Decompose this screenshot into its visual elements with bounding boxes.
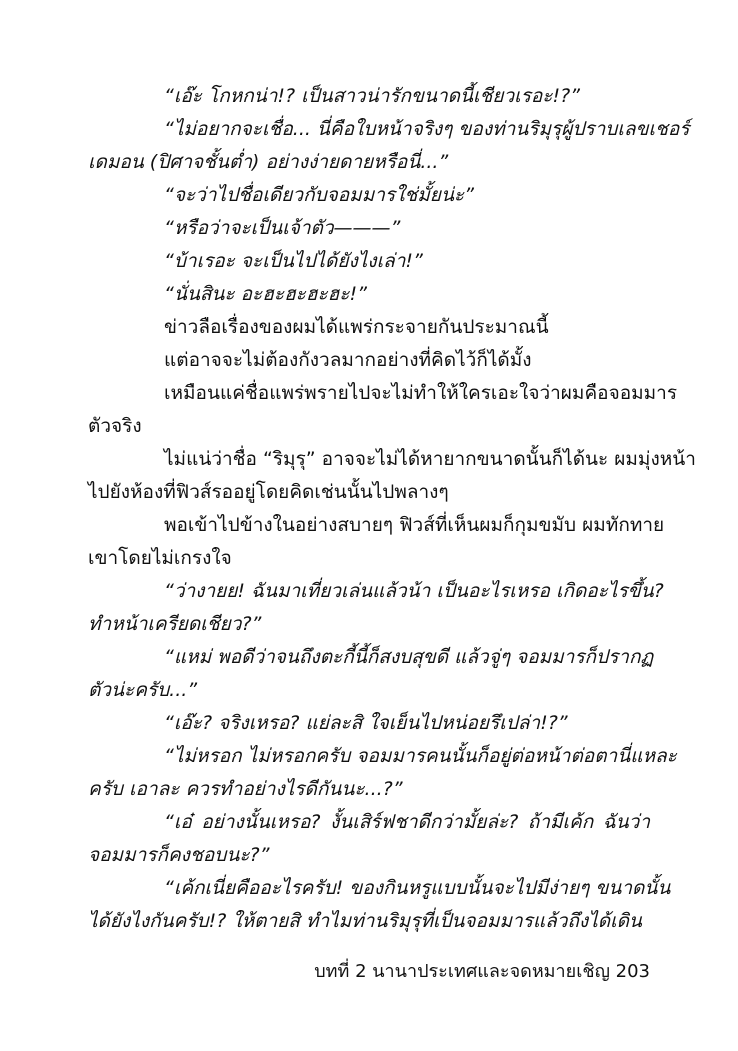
text-line: เดมอน (ปิศาจชั้นต่ำ) อย่างง่ายดายหรือนี่...” — [88, 151, 449, 173]
narration-paragraph — [88, 509, 665, 575]
page-footer: บทที่ 2 นานาประเทศและจดหมายเชิญ 203 — [314, 961, 650, 982]
text-line: “เค้กเนี่ยคืออะไรครับ! ของกินหรูแบบนั้นจะไปมีง่ายๆ ขนาดนั้น — [164, 877, 671, 899]
text-line: จอมมารก็คงชอบนะ?” — [88, 844, 270, 866]
narration-paragraph — [88, 443, 696, 509]
dialogue-paragraph — [88, 245, 650, 278]
text-line: “ว่างายย! ฉันมาเที่ยวเล่นแล้วน้า เป็นอะไรเหรอ เกิดอะไรขึ้น? — [164, 580, 664, 602]
dialogue-paragraph — [88, 806, 650, 872]
text-line: “เอ๊ะ? จริงเหรอ? แย่ละสิ ใจเย็นไปหน่อยรึเปล่า!?” — [164, 712, 568, 734]
dialogue-paragraph — [88, 707, 650, 740]
text-line: เหมือนแค่ชื่อแพร่พรายไปจะไม่ทำให้ใครเอะใจว่าผมคือจอมมาร — [164, 382, 678, 404]
dialogue-paragraph — [88, 278, 650, 311]
text-line: ตัวจริง — [88, 415, 142, 437]
text-line: เขาโดยไม่เกรงใจ — [88, 547, 232, 569]
dialogue-paragraph — [88, 872, 671, 938]
dialogue-paragraph — [88, 179, 650, 212]
text-line: แต่อาจจะไม่ต้องกังวลมากอย่างที่คิดไว้ก็ได้มั้ง — [164, 349, 532, 371]
text-line: ครับ เอาละ ควรทำอย่างไรดีกันนะ...?” — [88, 778, 403, 800]
text-line: “บ้าเรอะ จะเป็นไปได้ยังไงเล่า!” — [164, 250, 423, 272]
narration-paragraph — [88, 344, 650, 377]
text-line: ไปยังห้องที่ฟิวส์รออยู่โดยคิดเช่นนั้นไปพลางๆ — [88, 481, 449, 503]
dialogue-paragraph — [88, 80, 650, 113]
text-line: “ไม่หรอก ไม่หรอกครับ จอมมารคนนั้นก็อยู่ต่อหน้าต่อตานี่แหละ — [164, 745, 677, 767]
text-line: “นั่นสินะ อะฮะฮะฮะฮะ!” — [164, 283, 367, 305]
text-line: ทำหน้าเครียดเชียว?” — [88, 613, 262, 635]
text-line: “เอ๊ะ โกหกน่า!? เป็นสาวน่ารักขนาดนี้เชียวเรอะ!?” — [164, 85, 580, 107]
text-line: “จะว่าไปชื่อเดียวกับจอมมารใช่มั้ยน่ะ” — [164, 184, 474, 206]
dialogue-paragraph — [88, 740, 677, 806]
narration-paragraph — [88, 377, 678, 443]
dialogue-paragraph — [88, 113, 690, 179]
text-line: “ไม่อยากจะเชื่อ... นี่คือใบหน้าจริงๆ ของท่านริมุรุผู้ปราบเลขเชอร์ — [164, 118, 690, 140]
dialogue-paragraph — [88, 212, 650, 245]
text-line: พอเข้าไปข้างในอย่างสบายๆ ฟิวส์ที่เห็นผมก็กุมขมับ ผมทักทาย — [164, 514, 665, 536]
dialogue-paragraph — [88, 641, 654, 707]
text-line: ได้ยังไงกันครับ!? ให้ตายสิ ทำไมท่านริมุรุที่เป็นจอมมารแล้วถึงได้เดิน — [88, 910, 642, 932]
text-line: ไม่แน่ว่าชื่อ “ริมุรุ” อาจจะไม่ได้หายากขนาดนั้นก็ได้นะ ผมมุ่งหน้า — [164, 448, 696, 470]
text-line: ข่าวลือเรื่องของผมได้แพร่กระจายกันประมาณนี้ — [164, 316, 549, 338]
text-line: “หรือว่าจะเป็นเจ้าตัว———” — [164, 217, 401, 239]
dialogue-paragraph — [88, 575, 664, 641]
text-line: “เอ๋ อย่างนั้นเหรอ? งั้นเสิร์ฟชาดีกว่ามั้ยล่ะ? ถ้ามีเค้ก ฉันว่า — [164, 811, 650, 833]
text-line: ตัวน่ะครับ...” — [88, 679, 198, 701]
text-line: “แหม่ พอดีว่าจนถึงตะกี้นี้ก็สงบสุขดี แล้วจู่ๆ จอมมารก็ปรากฏ — [164, 646, 654, 668]
narration-paragraph — [88, 311, 650, 344]
